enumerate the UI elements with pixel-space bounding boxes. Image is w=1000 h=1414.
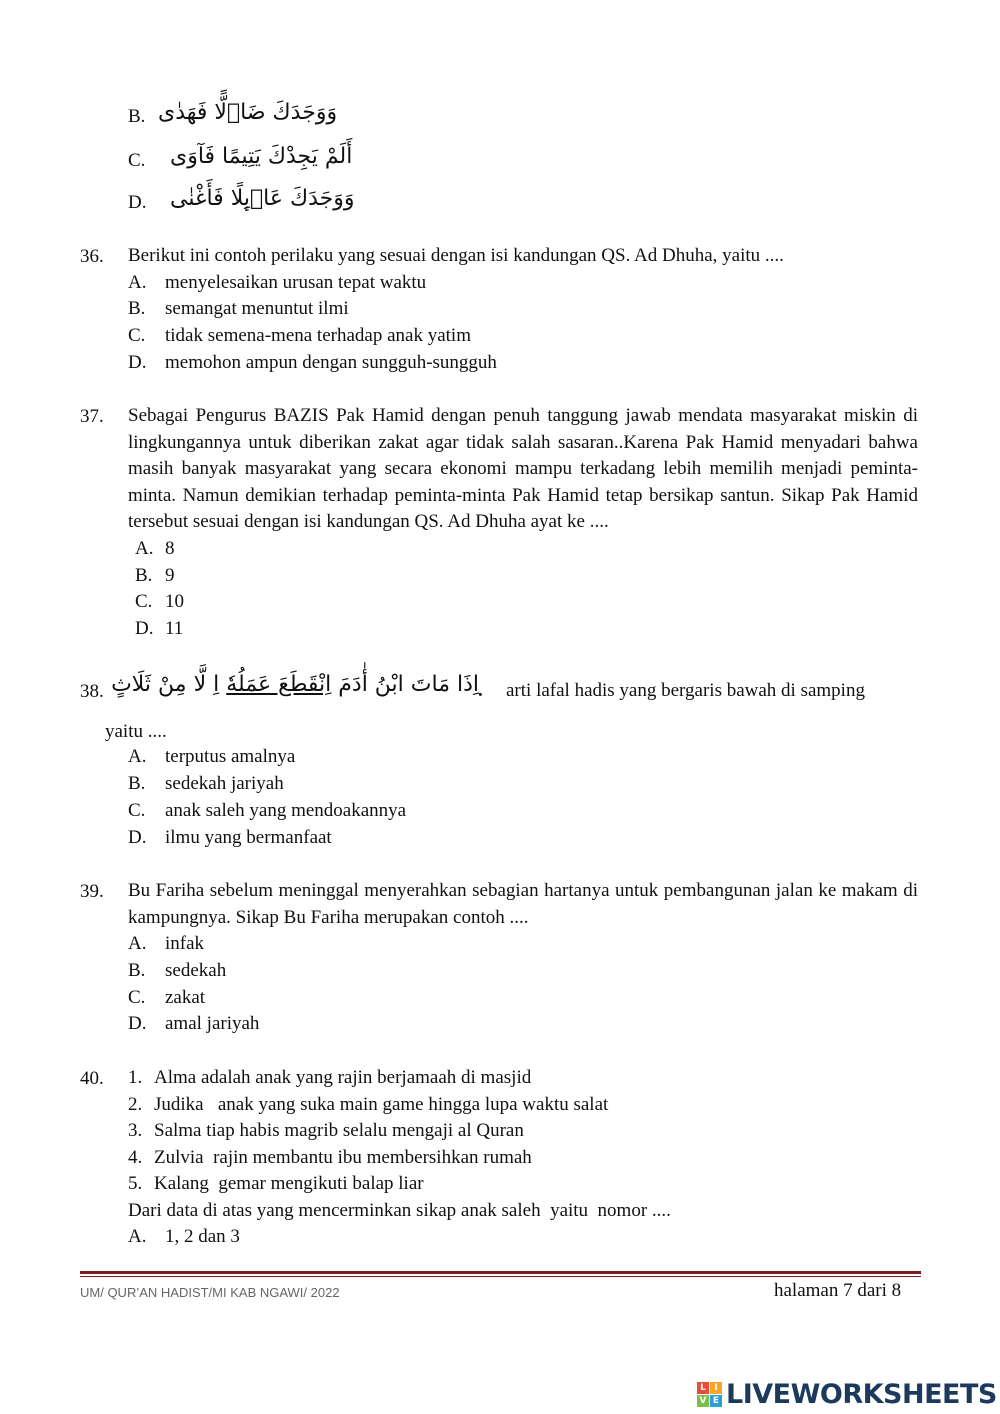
option-letter: B. xyxy=(128,298,146,319)
question-number: 40. xyxy=(80,1068,104,1089)
option-letter: D. xyxy=(128,1013,147,1034)
option-d[interactable] xyxy=(128,350,497,376)
option-text: zakat xyxy=(165,987,206,1008)
option-letter: C. xyxy=(128,987,146,1008)
page-number: halaman 7 dari 8 xyxy=(774,1280,902,1301)
option-letter: A. xyxy=(128,746,147,767)
item-number: 5. xyxy=(128,1173,143,1194)
option-c[interactable] xyxy=(128,798,407,824)
option-c[interactable] xyxy=(128,323,471,349)
option-letter: D. xyxy=(128,352,147,373)
option-text: sedekah jariyah xyxy=(165,773,284,794)
question-text: Sebagai Pengurus BAZIS Pak Hamid dengan penuh tanggung jawab mendata masyarakat miskin di lingkungannya untuk diberikan zakat agar tidak salah sasaran..Karena Pak Hamid menyadari bahwa masih banyak masyarakat yang secara ekonomi mampu terkadang lebih memilih menjadi peminta-minta. Namun demikian terhadap peminta-minta Pak Hamid tetap bersikap santun. Sikap Pak Hamid tersebut sesuai dengan isi kandungan QS. Ad Dhuha ayat ke .... xyxy=(128,405,918,532)
option-text: amal jariyah xyxy=(165,1013,260,1034)
question-continuation: yaitu .... xyxy=(105,721,167,742)
logo-text: LIVEWORKSHEETS xyxy=(726,1378,997,1410)
option-letter: C. xyxy=(128,150,146,171)
item-number: 2. xyxy=(128,1094,143,1115)
option-text: infak xyxy=(165,933,205,954)
question-text: arti lafal hadis yang bergaris bawah di samping xyxy=(506,680,865,701)
option-letter: A. xyxy=(128,272,147,293)
question-number: 37. xyxy=(80,406,104,427)
arabic-text: وَوَجَدَكَ ضَاۤلًّا فَهَدٰى xyxy=(158,100,338,125)
footer-document-code: UM/ QUR’AN HADIST/MI KAB NGAWI/ 2022 xyxy=(80,1285,340,1300)
liveworksheets-logo xyxy=(697,1374,997,1414)
list-item xyxy=(128,1118,524,1144)
option-letter: D. xyxy=(128,192,147,213)
item-number: 1. xyxy=(128,1067,143,1088)
question-text: Dari data di atas yang mencerminkan sikap anak saleh yaitu nomor .... xyxy=(128,1200,671,1221)
item-number: 3. xyxy=(128,1120,143,1141)
footer-divider-thin xyxy=(80,1276,921,1277)
option-letter: C. xyxy=(128,800,146,821)
option-a[interactable] xyxy=(135,536,175,562)
option-letter: A. xyxy=(128,933,147,954)
option-text: 10 xyxy=(165,591,184,612)
option-letter: C. xyxy=(135,591,153,612)
logo-cell: I xyxy=(710,1382,722,1394)
question-number: 39. xyxy=(80,881,104,902)
option-a[interactable] xyxy=(128,931,205,957)
question-number: 38. xyxy=(80,681,104,702)
option-d[interactable] xyxy=(128,1011,260,1037)
arabic-text: وَوَجَدَكَ عَاۤىِٕلًا فَأَغْنٰى xyxy=(170,186,355,211)
option-a[interactable] xyxy=(128,1224,240,1250)
hadith-line xyxy=(111,672,479,697)
logo-icon xyxy=(697,1382,722,1407)
option-c[interactable] xyxy=(135,589,184,615)
option-d[interactable] xyxy=(135,616,184,642)
option-text: semangat menuntut ilmi xyxy=(165,298,349,319)
option-letter: A. xyxy=(128,1226,147,1247)
item-text: Zulvia rajin membantu ibu membersihkan rumah xyxy=(154,1147,532,1168)
option-text: ilmu yang bermanfaat xyxy=(165,827,332,848)
option-b[interactable] xyxy=(128,296,349,322)
hadith-dot: . xyxy=(478,680,483,701)
option-letter: B. xyxy=(128,106,146,127)
option-a[interactable] xyxy=(128,744,296,770)
hadith-arabic xyxy=(111,672,485,708)
list-item xyxy=(128,1092,609,1118)
option-b[interactable] xyxy=(128,771,284,797)
option-text: sedekah xyxy=(165,960,227,981)
option-letter: D. xyxy=(128,827,147,848)
option-letter: C. xyxy=(128,325,146,346)
option-b[interactable] xyxy=(128,958,227,984)
footer-divider xyxy=(80,1271,921,1274)
option-letter: A. xyxy=(135,538,154,559)
option-letter: D. xyxy=(135,618,154,639)
option-text: terputus amalnya xyxy=(165,746,296,767)
list-item xyxy=(128,1171,424,1197)
option-text: menyelesaikan urusan tepat waktu xyxy=(165,272,427,293)
question-text: Bu Fariha sebelum meninggal menyerahkan sebagian hartanya untuk pembangunan jalan ke makam di kampungnya. Sikap Bu Fariha merupakan contoh .... xyxy=(128,880,918,928)
option-letter: B. xyxy=(135,565,153,586)
list-item xyxy=(128,1145,532,1171)
hadith-underlined: اِنْقَطَعَ عَمَلُهٗ xyxy=(226,672,332,697)
option-a[interactable] xyxy=(128,270,427,296)
option-letter: B. xyxy=(128,773,146,794)
option-text: 11 xyxy=(165,618,184,639)
list-item xyxy=(128,1065,532,1091)
option-c[interactable] xyxy=(128,985,206,1011)
item-text: Kalang gemar mengikuti balap liar xyxy=(154,1173,424,1194)
option-text: 1, 2 dan 3 xyxy=(165,1226,240,1247)
option-d[interactable] xyxy=(128,825,332,851)
item-text: Alma adalah anak yang rajin berjamaah di masjid xyxy=(154,1067,532,1088)
option-b[interactable] xyxy=(135,563,175,589)
item-text: Salma tiap habis magrib selalu mengaji al Quran xyxy=(154,1120,524,1141)
option-text: memohon ampun dengan sungguh-sungguh xyxy=(165,352,497,373)
logo-cell: V xyxy=(697,1395,709,1407)
option-text: 8 xyxy=(165,538,175,559)
option-text: tidak semena-mena terhadap anak yatim xyxy=(165,325,471,346)
arabic-text: أَلَمْ يَجِدْكَ يَتِيمًا فَآوَى xyxy=(170,144,353,169)
item-text: Judika anak yang suka main game hingga lupa waktu salat xyxy=(154,1094,609,1115)
question-text: Berikut ini contoh perilaku yang sesuai dengan isi kandungan QS. Ad Dhuha, yaitu .... xyxy=(128,245,784,266)
option-text: 9 xyxy=(165,565,175,586)
hadith-post: اِ لَّا مِنْ ثَلَاثٍ xyxy=(111,672,220,697)
item-number: 4. xyxy=(128,1147,143,1168)
logo-cell: E xyxy=(710,1395,722,1407)
hadith-pre: اِذَا مَاتَ ابْنُ أٰدَمَ xyxy=(338,672,479,697)
option-letter: B. xyxy=(128,960,146,981)
option-text: anak saleh yang mendoakannya xyxy=(165,800,407,821)
question-number: 36. xyxy=(80,246,104,267)
logo-cell: L xyxy=(697,1382,709,1394)
